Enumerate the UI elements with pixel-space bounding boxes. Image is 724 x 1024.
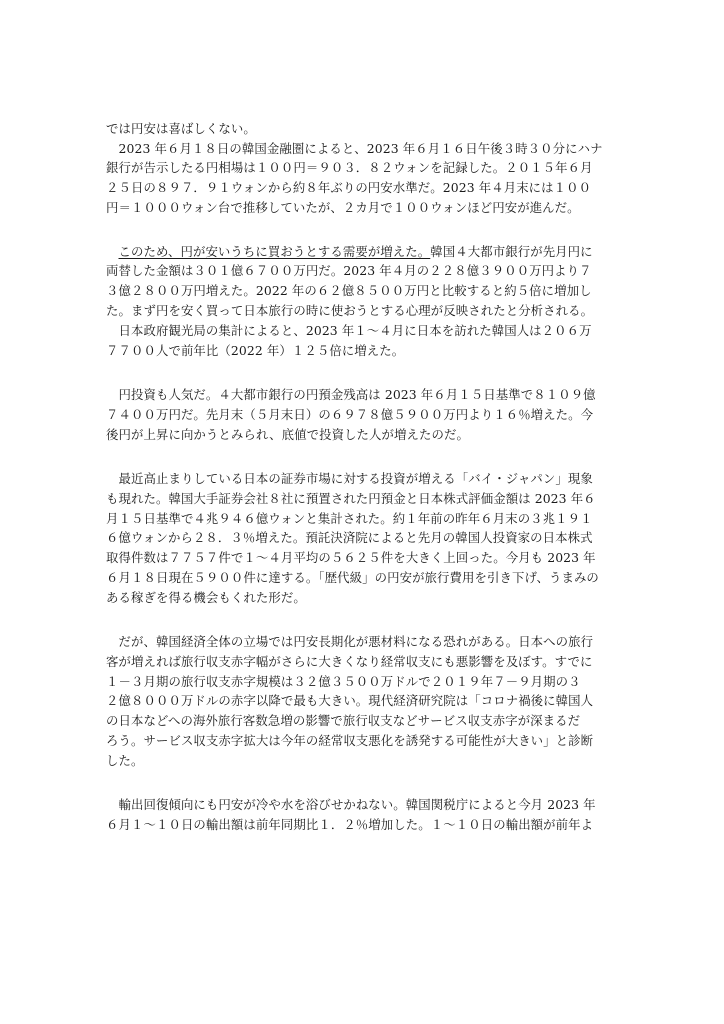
paragraph-line: も現れた。韓国大手証券会社８社に預置された円預金と日本株式評価金額は 2023 年６ bbox=[106, 491, 596, 506]
paragraph-line: ３億２８００万円増えた。2022 年の６２億８５００万円と比較すると約５倍に増加し bbox=[106, 283, 592, 298]
paragraph-line: た。まず円を安く買って日本旅行の時に使おうとする心理が反映されたと分析される。 bbox=[106, 303, 594, 318]
paragraph-line: １－３月期の旅行収支赤字規模は３２億３５００万ドルで２０１９年７－９月期の３ bbox=[106, 674, 581, 689]
paragraph-line: ２５日の８９７．９１ウォンから約８年ぶりの円安水準だ。2023 年４月末には１００ bbox=[106, 180, 592, 195]
paragraph-line: だが、韓国経済全体の立場では円安長期化が悪材料になる恐れがある。日本への旅行 bbox=[106, 634, 594, 649]
underlined-sentence: このため、円が安いうちに買おうとする需要が増えた。 bbox=[118, 244, 431, 259]
paragraph-line: 客が増えれば旅行収支赤字幅がさらに大きくなり経常収支にも悪影響を及ぼす。すでに bbox=[106, 654, 593, 669]
paragraph-line bbox=[106, 244, 622, 260]
paragraph-line: ７４００万円だ。先月末（５月末日）の６９７８億５９００万円より１６％増えた。今 bbox=[106, 407, 594, 422]
paragraph-line: 円＝１０００ウォン台で推移していたが、２カ月で１００ウォンほど円安が進んだ。 bbox=[106, 200, 580, 215]
paragraph-line: 輸出回復傾向にも円安が冷や水を浴びせかねない。韓国関税庁によると今月 2023 年 bbox=[106, 797, 596, 812]
paragraph-line: では円安は喜ばしくない。 bbox=[106, 121, 256, 136]
paragraph-line: の日本などへの海外旅行客数急増の影響で旅行収支などサービス収支赤字が深まるだ bbox=[106, 713, 581, 728]
paragraph-line: 両替した金額は３０１億６７００万円だ。2023 年４月の２２８億３９００万円より７ bbox=[106, 263, 592, 278]
paragraph-line: 最近高止まりしている日本の証券市場に対する投資が増える「バイ・ジャパン」現象 bbox=[106, 471, 593, 486]
paragraph-line-tail: 韓国４大都市銀行が先月円に bbox=[430, 244, 593, 259]
paragraph-line: ７７００人で前年比（2022 年）１２５倍に増えた。 bbox=[106, 343, 405, 358]
paragraph-line: ろう。サービス収支赤字拡大は今年の経常収支悪化を誘発する可能性が大きい」と診断 bbox=[106, 733, 594, 748]
paragraph-line: 取得件数は７７５７件で１～４月平均の５６２５件を大きく上回った。今月も 2023 年 bbox=[106, 550, 596, 565]
paragraph-line: ６億ウォンから２８．３％増えた。預託決済院によると先月の韓国人投資家の日本株式 bbox=[106, 530, 593, 545]
paragraph-line: ６月１～１０日の輸出額は前年同期比１．２％増加した。１～１０日の輸出額が前年よ bbox=[106, 817, 594, 832]
paragraph-line: 銀行が告示したる円相場は１００円＝９０３．８２ウォンを記録した。２０１５年６月 bbox=[106, 160, 593, 175]
paragraph-line: 円投資も人気だ。４大都市銀行の円預金残高は 2023 年６月１５日基準で８１０９億 bbox=[106, 387, 596, 402]
paragraph-line: ある稼ぎを得る機会もくれた形だ。 bbox=[106, 590, 306, 605]
paragraph-line: ６月１８日現在５９００件に達する。「歴代級」の円安が旅行費用を引き下げ、うまみの bbox=[106, 570, 599, 585]
paragraph-line: ２億８０００万ドルの赤字以降で最も大きい。現代経済研究院は「コロナ禍後に韓国人 bbox=[106, 693, 594, 708]
paragraph-line: 日本政府観光局の集計によると、2023 年１～４月に日本を訪れた韓国人は２０６万 bbox=[106, 323, 592, 338]
paragraph-line: 後円が上昇に向かうとみられ、底値で投資した人が増えたのだ。 bbox=[106, 427, 469, 442]
paragraph-line: した。 bbox=[106, 753, 144, 768]
paragraph-line: 月１５日基準で４兆９４６億ウォンと集計された。約１年前の昨年６月末の３兆１９１ bbox=[106, 511, 593, 526]
paragraph-line: 2023 年６月１８日の韓国金融圏によると、2023 年６月１６日午後３時３０分にハナ bbox=[106, 141, 603, 156]
